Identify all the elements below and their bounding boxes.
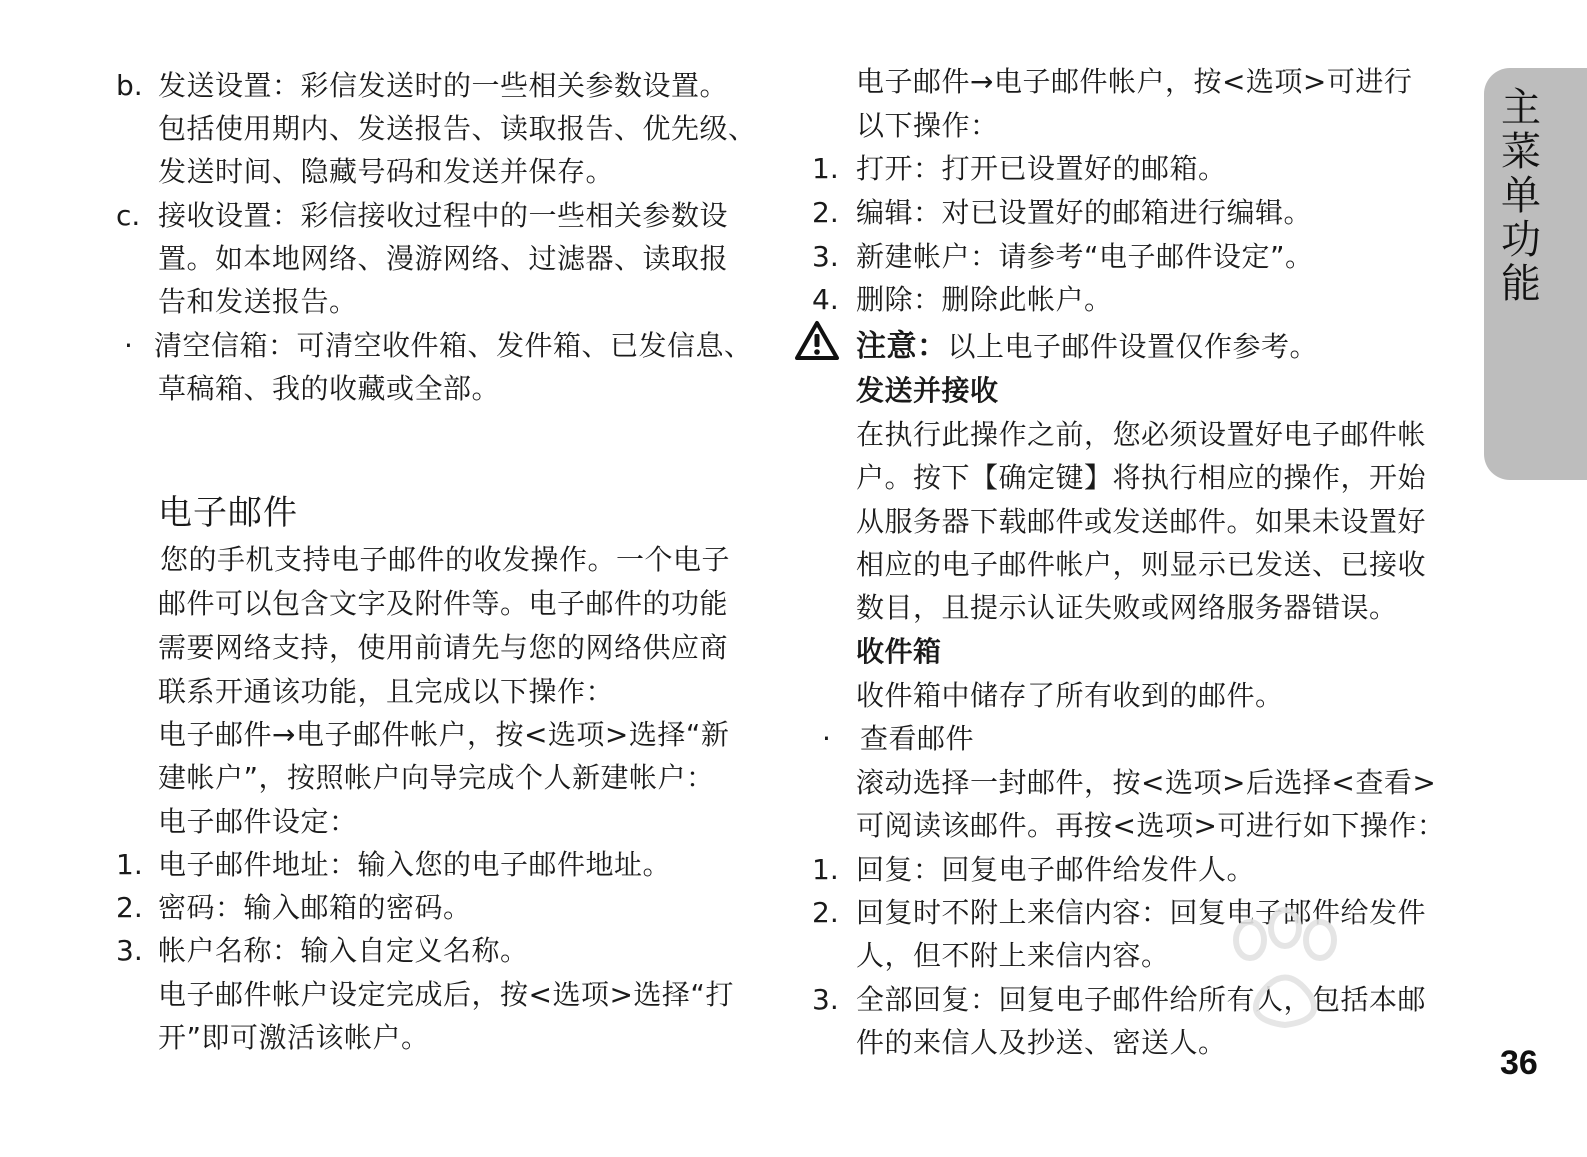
bullet-marker-clear: · — [124, 329, 133, 362]
send-receive-line-3: 从服务器下载邮件或发送邮件。如果未设置好 — [856, 505, 1427, 538]
view-item-marker: 3. — [812, 983, 839, 1016]
email-intro-line-4: 联系开通该功能，且完成以下操作： — [158, 675, 615, 708]
setup-after-line-1: 电子邮件帐户设定完成后，按<选项>选择“打 — [158, 978, 734, 1011]
view-item-reply: 回复：回复电子邮件给发件人。 — [856, 853, 1256, 886]
setup-item-email-address: 电子邮件地址：输入您的电子邮件地址。 — [158, 848, 672, 881]
account-item-new: 新建帐户：请参考“电子邮件设定”。 — [856, 240, 1314, 273]
inbox-heading: 收件箱 — [856, 635, 942, 668]
account-item-delete: 删除：删除此帐户。 — [856, 283, 1113, 316]
list-marker-b: b. — [116, 69, 143, 102]
view-mail-title: 查看邮件 — [860, 722, 975, 755]
account-item-marker: 2. — [812, 196, 839, 229]
view-item-reply-all-line-1: 全部回复：回复电子邮件给所有人，包括本邮 — [856, 983, 1427, 1016]
account-item-open: 打开：打开已设置好的邮箱。 — [856, 152, 1227, 185]
send-receive-heading: 发送并接收 — [856, 374, 999, 407]
send-receive-line-1: 在执行此操作之前，您必须设置好电子邮件帐 — [856, 418, 1427, 451]
email-intro-line-6: 建帐户”，按照帐户向导完成个人新建帐户： — [158, 761, 715, 794]
setup-item-marker: 2. — [116, 891, 143, 924]
item-c-line-1: 接收设置：彩信接收过程中的一些相关参数设 — [158, 199, 729, 232]
item-c-line-2: 置。如本地网络、漫游网络、过滤器、读取报 — [158, 242, 729, 275]
account-item-marker: 3. — [812, 240, 839, 273]
chapter-side-tab-label: 主菜单功能 — [1501, 85, 1541, 307]
note-line — [856, 329, 1319, 364]
bullet-clear-line-2: 草稿箱、我的收藏或全部。 — [158, 372, 501, 405]
account-intro-line-2: 以下操作： — [856, 109, 999, 142]
send-receive-line-5: 数目，且提示认证失败或网络服务器错误。 — [856, 591, 1398, 624]
inbox-body: 收件箱中储存了所有收到的邮件。 — [856, 679, 1284, 712]
email-intro-line-5: 电子邮件→电子邮件帐户，按<选项>选择“新 — [158, 718, 730, 751]
setup-item-marker: 3. — [116, 934, 143, 967]
account-intro-line-1: 电子邮件→电子邮件帐户，按<选项>可进行 — [856, 65, 1413, 98]
send-receive-line-2: 户。按下【确定键】将执行相应的操作，开始 — [856, 461, 1427, 494]
setup-after-line-2: 开”即可激活该帐户。 — [158, 1021, 430, 1054]
view-body-line-2: 可阅读该邮件。再按<选项>可进行如下操作： — [856, 809, 1446, 842]
email-intro-line-1: 您的手机支持电子邮件的收发操作。一个电子 — [160, 543, 731, 576]
view-body-line-1: 滚动选择一封邮件，按<选项>后选择<查看> — [856, 766, 1437, 799]
item-b-line-2: 包括使用期内、发送报告、读取报告、优先级、 — [158, 112, 757, 145]
view-item-reply-all-line-2: 件的来信人及抄送、密送人。 — [856, 1026, 1227, 1059]
send-receive-line-4: 相应的电子邮件帐户，则显示已发送、已接收 — [856, 548, 1427, 581]
bullet-marker-view: · — [822, 722, 831, 755]
setup-item-account-name: 帐户名称：输入自定义名称。 — [158, 934, 529, 967]
account-item-marker: 1. — [812, 152, 839, 185]
view-item-reply-no-quote-line-1: 回复时不附上来信内容：回复电子邮件给发件 — [856, 896, 1427, 929]
email-intro-line-3: 需要网络支持，使用前请先与您的网络供应商 — [158, 631, 729, 664]
list-marker-c: c. — [116, 199, 141, 232]
view-item-marker: 2. — [812, 896, 839, 929]
setup-item-password: 密码：输入邮箱的密码。 — [158, 891, 472, 924]
item-b-line-1: 发送设置：彩信发送时的一些相关参数设置。 — [158, 69, 729, 102]
item-b-line-3: 发送时间、隐藏号码和发送并保存。 — [158, 155, 615, 188]
item-c-line-3: 告和发送报告。 — [158, 285, 358, 318]
note-label: 注意： — [856, 329, 948, 364]
setup-item-marker: 1. — [116, 848, 143, 881]
account-item-marker: 4. — [812, 283, 839, 316]
warning-triangle-icon — [794, 320, 840, 362]
email-intro-line-2: 邮件可以包含文字及附件等。电子邮件的功能 — [158, 587, 729, 620]
note-text: 以上电子邮件设置仅作参考。 — [947, 330, 1319, 363]
email-section-heading: 电子邮件 — [158, 493, 298, 533]
view-item-marker: 1. — [812, 853, 839, 886]
view-item-reply-no-quote-line-2: 人，但不附上来信内容。 — [856, 939, 1170, 972]
email-intro-line-7: 电子邮件设定： — [158, 805, 358, 838]
page-number: 36 — [1500, 1044, 1538, 1082]
bullet-clear-line-1: 清空信箱：可清空收件箱、发件箱、已发信息、 — [154, 329, 753, 362]
account-item-edit: 编辑：对已设置好的邮箱进行编辑。 — [856, 196, 1313, 229]
